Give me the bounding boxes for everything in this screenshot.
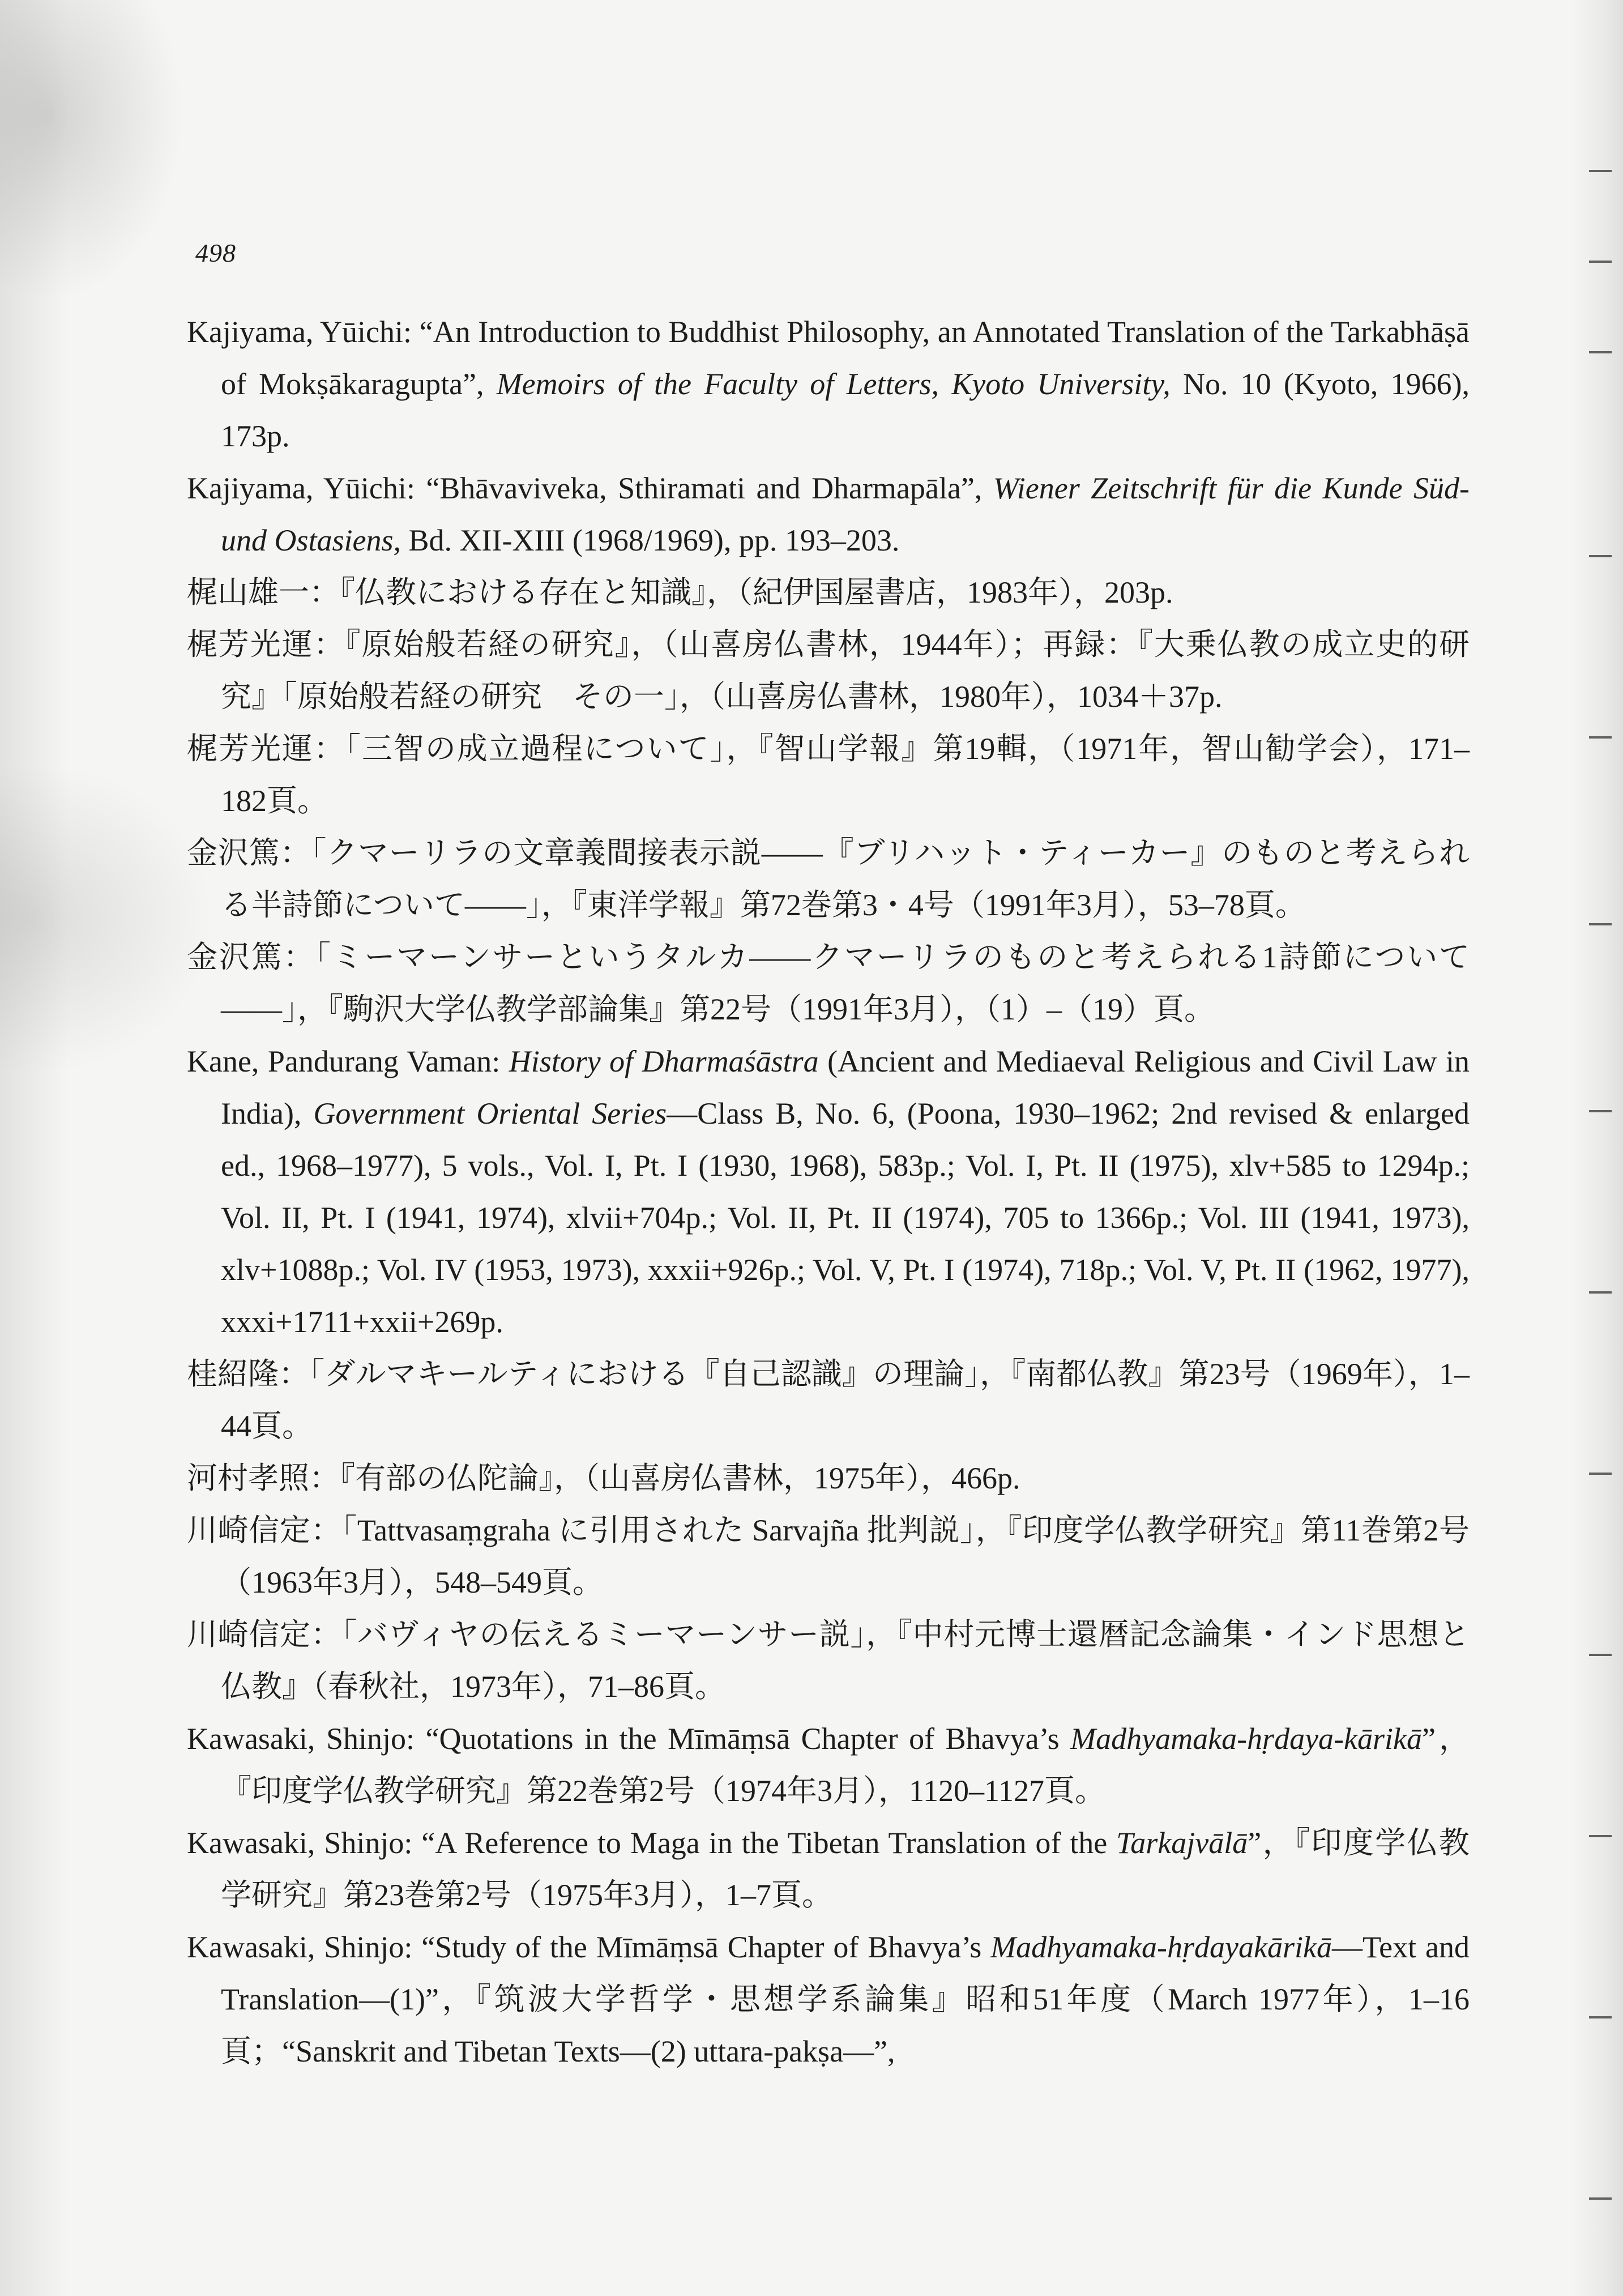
bibliography-list: [187, 306, 1470, 2077]
entry-journal: Wiener Zeitschrift für die Kunde Süd- und Ostasiens,: [221, 471, 1470, 557]
entry-author: Kajiyama, Yūichi: [187, 471, 407, 505]
margin-tick: [1589, 351, 1612, 353]
margin-tick: [1589, 1835, 1612, 1837]
page-edge-shadow: [1572, 0, 1623, 2296]
margin-tick: [1589, 170, 1612, 172]
bibliography-entry: Kawasaki, Shinjo: “Study of the Mīmāṃsā Chapter of Bhavya’s Madhyamaka-hṛdayakārikā—Text and Translation—(1)”，『筑波大学哲学・思想学系論集』昭和51年度（March 1977年），1–16頁；“Sanskrit and Tibetan Texts—(2) uttara-pakṣa—”,: [187, 1930, 1470, 2068]
entry-detail: (Ancient and Mediaeval Religious and Civil Law in India),: [221, 1044, 1470, 1130]
bibliography-entry: Kajiyama, Yūichi: “Bhāvaviveka, Sthiramati and Dharmapāla”, Wiener Zeitschrift für die Kunde Süd- und Ostasiens, Bd. XII-XIII (1968/1969), pp. 193–203.: [187, 471, 1470, 557]
bibliography-entry: 梶芳光運：「三智の成立過程について」，『智山学報』第19輯，（1971年，智山勧学会），171–182頁。: [187, 732, 1470, 818]
entry-detail: —Class B, No. 6, (Poona, 1930–1962; 2nd revised & enlarged ed., 1968–1977), 5 vols., Vol. I, Pt. I (1930, 1968), 583p.; Vol. I, Pt. II (1975), xlv+585 to 1294p.; Vol. II, Pt. I (1941, 1974), xlvii+704p.; Vol. II, Pt. II (1974), 705 to 1366p.; Vol. III (1941, 1973), xlv+1088p.; Vol. IV (1953, 1973), xxxii+926p.; Vol. V, Pt. I (1974), 718p.; Vol. V, Pt. II (1962, 1977), xxxi+1711+xxii+269p.: [221, 1096, 1470, 1339]
bibliography-entry: 梶山雄一：『仏教における存在と知識』，（紀伊国屋書店，1983年），203p.: [187, 575, 1173, 609]
entry-author: Kawasaki, Shinjo: [187, 1930, 404, 1964]
bibliography-entry: 金沢篤：「ミーマーンサーというタルカ――クマーリラのものと考えられる1詩節について――」，『駒沢大学仏教学部論集』第22号（1991年3月），（1）–（19）頁。: [187, 940, 1470, 1026]
bibliography-entry: Kawasaki, Shinjo: “Quotations in the Mīmāṃsā Chapter of Bhavya’s Madhyamaka-hṛdaya-kārikā”，『印度学仏教学研究』第22巻第2号（1974年3月），1120–1127頁。: [187, 1722, 1470, 1808]
bibliography-entry: 梶芳光運：『原始般若経の研究』，（山喜房仏書林，1944年）；再録：『大乗仏教の成立史的研究』「原始般若経の研究 その一」，（山喜房仏書林，1980年），1034＋37p.: [187, 628, 1470, 714]
bibliography-entry: 川崎信定：「Tattvasaṃgraha に引用された Sarvajña 批判説」，『印度学仏教学研究』第11巻第2号（1963年3月），548–549頁。: [187, 1513, 1470, 1599]
entry-journal: Memoirs of the Faculty of Letters, Kyoto University,: [496, 367, 1171, 401]
margin-tick: [1589, 1110, 1612, 1112]
entry-journal: Madhyamaka-hṛdayakārikā: [990, 1930, 1332, 1964]
bibliography-entry: 河村孝照：『有部の仏陀論』，（山喜房仏書林，1975年），466p.: [187, 1461, 1020, 1495]
margin-tick: [1589, 2016, 1612, 2018]
entry-author: Kawasaki, Shinjo: [187, 1826, 404, 1860]
entry-series: Government Oriental Series: [313, 1096, 667, 1130]
entry-title: “An Introduction to Buddhist Philosophy, an Annotated Translation of the Tarkabhāṣā of Mokṣākaragupta”,: [221, 315, 1470, 401]
margin-tick: [1589, 1291, 1612, 1294]
bibliography-entry: 金沢篤：「クマーリラの文章義間接表示説――『ブリハット・ティーカー』のものと考えられる半詩節について――」，『東洋学報』第72巻第3・4号（1991年3月），53–78頁。: [187, 836, 1470, 922]
page-number: 498: [195, 238, 236, 267]
entry-title: “Quotations in the Mīmāṃsā Chapter of Bhavya’s: [425, 1722, 1071, 1756]
entry-title: “Study of the Mīmāṃsā Chapter of Bhavya’s: [421, 1930, 991, 1964]
entry-journal: History of Dharmaśāstra: [509, 1044, 819, 1078]
entry-detail: ”，『印度学仏教学研究』第23巻第2号（1975年3月），1–7頁。: [221, 1826, 1470, 1912]
margin-tick: [1589, 923, 1612, 925]
margin-tick: [1589, 1473, 1612, 1475]
entry-detail: No. 10 (Kyoto, 1966), 173p.: [221, 367, 1470, 453]
margin-tick: [1589, 1654, 1612, 1656]
entry-journal: Madhyamaka-hṛdaya-kārikā: [1070, 1722, 1422, 1756]
margin-tick: [1589, 261, 1612, 263]
entry-title: “A Reference to Maga in the Tibetan Translation of the: [421, 1826, 1117, 1860]
margin-tick: [1589, 736, 1612, 739]
entry-detail: ”，『印度学仏教学研究』第22巻第2号（1974年3月），1120–1127頁。: [221, 1722, 1470, 1808]
margin-tick: [1589, 555, 1612, 557]
bibliography-entry: Kajiyama, Yūichi: “An Introduction to Buddhist Philosophy, an Annotated Translation of the Tarkabhāṣā of Mokṣākaragupta”, Memoirs of the Faculty of Letters, Kyoto University, No. 10 (Kyoto, 1966), 173p.: [187, 315, 1470, 453]
entry-detail: —Text and Translation—(1)”，『筑波大学哲学・思想学系論集』昭和51年度（March 1977年），1–16頁；“Sanskrit and Tibetan Texts—(2) uttara-pakṣa—”,: [221, 1930, 1470, 2068]
bibliography-entry: 桂紹隆：「ダルマキールティにおける『自己認識』の理論」，『南都仏教』第23号（1969年），1–44頁。: [187, 1357, 1470, 1443]
bibliography-entry: Kane, Pandurang Vaman: History of Dharmaśāstra (Ancient and Mediaeval Religious and Civil Law in India), Government Oriental Series—Class B, No. 6, (Poona, 1930–1962; 2nd revised & enlarged ed., 1968–1977), 5 vols., Vol. I, Pt. I (1930, 1968), 583p.; Vol. I, Pt. II (1975), xlv+585 to 1294p.; Vol. II, Pt. I (1941, 1974), xlvii+704p.; Vol. II, Pt. II (1974), 705 to 1366p.; Vol. III (1941, 1973), xlv+1088p.; Vol. IV (1953, 1973), xxxii+926p.; Vol. V, Pt. I (1974), 718p.; Vol. V, Pt. II (1962, 1977), xxxi+1711+xxii+269p.: [187, 1044, 1470, 1339]
entry-author: Kawasaki, Shinjo: [187, 1722, 406, 1756]
bibliography-entry: Kawasaki, Shinjo: “A Reference to Maga in the Tibetan Translation of the Tarkajvālā”，『印度学仏教学研究』第23巻第2号（1975年3月），1–7頁。: [187, 1826, 1470, 1912]
entry-journal: Tarkajvālā: [1116, 1826, 1248, 1860]
margin-tick: [1589, 2197, 1612, 2200]
entry-author: Kane, Pandurang Vaman: [187, 1044, 492, 1078]
entry-title: “Bhāvaviveka, Sthiramati and Dharmapāla”,: [426, 471, 993, 505]
entry-detail: Bd. XII-XIII (1968/1969), pp. 193–203.: [401, 523, 900, 557]
entry-author: Kajiyama, Yūichi: [187, 315, 404, 349]
bibliography-entry: 川崎信定：「バヴィヤの伝えるミーマーンサー説」，『中村元博士還暦記念論集・インド思想と仏教』（春秋社，1973年），71–86頁。: [187, 1618, 1470, 1704]
